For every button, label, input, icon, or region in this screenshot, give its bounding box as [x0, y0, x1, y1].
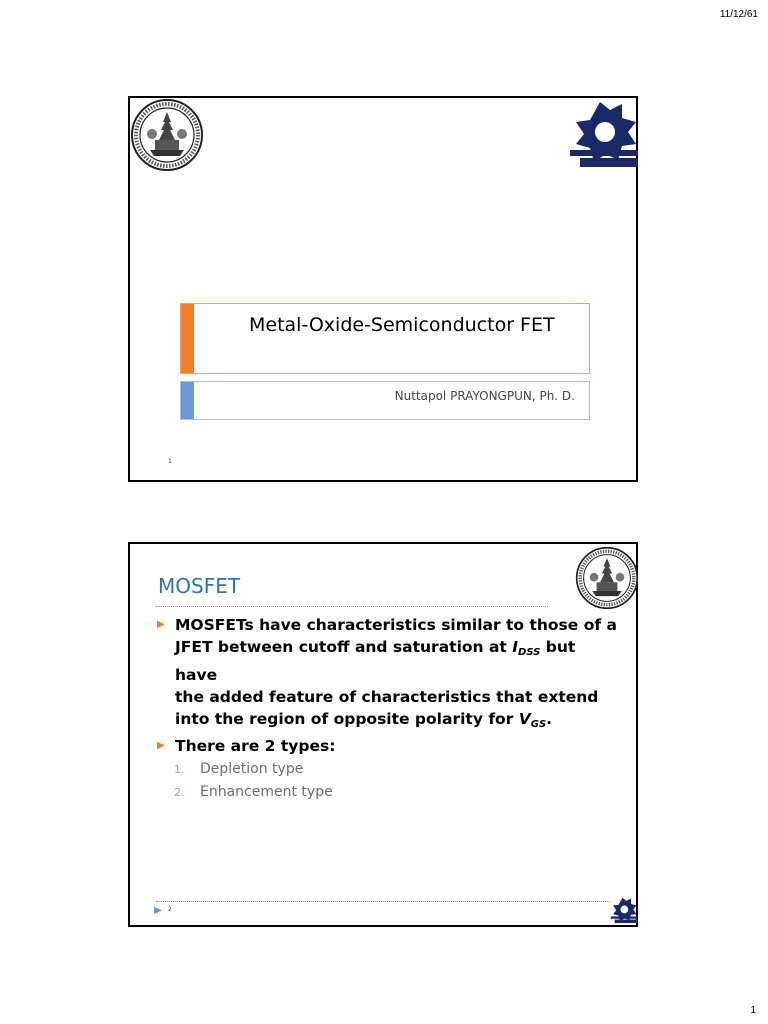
bullet-text: There are 2 types: — [175, 737, 336, 755]
vgs-symbol: V — [518, 710, 531, 728]
title-accent-bar — [181, 304, 194, 373]
bullet-line: the added feature of characteristics that extend — [175, 688, 599, 706]
university-seal-icon — [575, 544, 639, 612]
slide-1 — [128, 96, 638, 482]
list-number: 1. — [174, 763, 185, 776]
gear-logo-icon — [610, 897, 638, 925]
author-name: Nuttapol PRAYONGPUN, Ph. D. — [394, 389, 575, 403]
gear-logo-icon — [570, 100, 638, 172]
subtitle-box — [180, 381, 590, 420]
bullet-line: MOSFETs have characteristics similar to those of a — [175, 616, 617, 634]
bullet-line: but have — [175, 638, 576, 684]
bullet-arrow-icon: ▶ — [157, 619, 165, 630]
list-number: 2. — [174, 786, 185, 799]
slide-title: MOSFET — [158, 574, 241, 598]
title-box — [180, 303, 590, 374]
title-divider — [156, 606, 548, 607]
vgs-subscript: GS — [530, 719, 547, 730]
bullet-types — [157, 735, 622, 757]
slide-number: 1 — [168, 458, 172, 465]
slide-2 — [128, 542, 638, 927]
footer-arrow-icon: ▶ — [154, 905, 162, 916]
page-number: 1 — [750, 1005, 756, 1016]
list-label: Enhancement type — [200, 784, 333, 800]
bullet-arrow-icon: ▶ — [157, 740, 165, 751]
footer-divider — [156, 901, 610, 902]
list-item — [174, 784, 333, 800]
bullet-mosfet-description — [157, 614, 622, 736]
list-item — [174, 761, 303, 777]
slide-number: 2 — [168, 906, 172, 913]
subtitle-accent-bar — [181, 382, 194, 419]
page-date: 11/12/61 — [719, 9, 758, 20]
bullet-line: . — [546, 710, 553, 728]
idss-symbol: I — [512, 638, 519, 656]
list-label: Depletion type — [200, 761, 304, 777]
idss-subscript: DSS — [518, 647, 541, 658]
slide-title: Metal-Oxide-Semiconductor FET — [249, 314, 555, 336]
bullet-line: into the region of opposite polarity for — [175, 710, 519, 728]
bullet-line: JFET between cutoff and saturation at — [175, 638, 513, 656]
university-seal-icon — [130, 98, 204, 172]
